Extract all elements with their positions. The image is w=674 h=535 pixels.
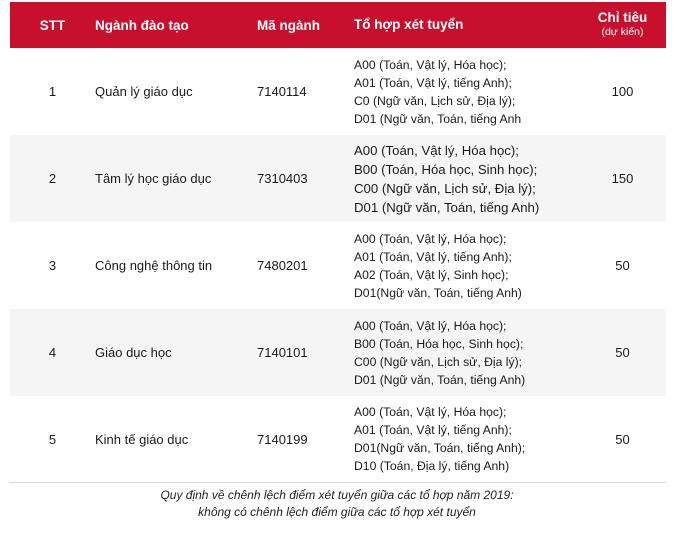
cell-code: 7140199	[257, 431, 308, 447]
footnote	[0, 487, 674, 521]
cell-code: 7310403	[257, 171, 308, 186]
cell-code: 7480201	[257, 258, 308, 273]
cell-code: 7140101	[257, 345, 308, 360]
combo-line: A01 (Toán, Vật lý, tiếng Anh);	[354, 75, 512, 90]
header-quota-label: Chỉ tiêu	[597, 10, 648, 25]
combo-line: A00 (Toán, Vật lý, Hóa học);	[354, 231, 507, 246]
header-stt: STT	[39, 17, 66, 33]
combo-line: A01 (Toán, Vật lý, tiếng Anh);	[354, 249, 512, 264]
combo-line: B00 (Toán, Hóa học, Sinh học);	[354, 161, 538, 177]
cell-quota: 100	[611, 84, 634, 99]
footnote-line: không có chênh lệch điểm giữa các tổ hợp xét tuyển	[198, 505, 476, 519]
combo-line: D01(Ngữ văn, Toán, tiếng Anh);	[354, 441, 526, 455]
combo-line: A00 (Toán, Vật lý, Hóa học);	[354, 57, 507, 72]
footnote-line: Quy định về chênh lệch điểm xét tuyển giữa các tổ hợp năm 2019:	[160, 488, 514, 502]
header-code: Mã ngành	[257, 17, 320, 33]
table-row	[10, 135, 666, 222]
table-row	[10, 396, 666, 482]
combo-line: D01 (Ngữ văn, Toán, tiếng Anh)	[354, 372, 526, 387]
cell-combos	[354, 141, 579, 217]
cell-stt: 1	[48, 84, 57, 99]
combo-line: D01(Ngữ văn, Toán, tiếng Anh)	[354, 285, 522, 300]
combo-line: C0 (Ngữ văn, Lịch sử, Địa lý);	[354, 93, 516, 108]
cell-combos	[354, 403, 579, 475]
header-combos: Tổ hợp xét tuyển	[354, 17, 464, 32]
cell-major: Kinh tế giáo dục	[95, 431, 189, 447]
combo-line: D01 (Ngữ văn, Toán, tiếng Anh)	[354, 199, 540, 215]
cell-major: Công nghệ thông tin	[95, 258, 213, 273]
admission-table	[10, 2, 666, 483]
cell-quota: 50	[615, 431, 630, 447]
cell-major: Giáo dục học	[95, 345, 172, 360]
table-row	[10, 48, 666, 135]
combo-line: D01 (Ngữ văn, Toán, tiếng Anh	[354, 111, 522, 126]
cell-stt: 3	[48, 258, 57, 273]
combo-line: A00 (Toán, Vật lý, Hóa học);	[354, 405, 507, 419]
cell-stt: 2	[48, 171, 57, 186]
table-row	[10, 222, 666, 309]
cell-combos	[354, 230, 579, 302]
combo-line: D10 (Toán, Địa lý, tiếng Anh)	[354, 459, 510, 473]
cell-stt: 4	[48, 345, 57, 360]
combo-line: C00 (Ngữ văn, Lịch sử, Địa lý);	[354, 180, 536, 196]
combo-line: C00 (Ngữ văn, Lịch sử, Địa lý);	[354, 354, 523, 369]
cell-combos	[354, 56, 579, 128]
cell-combos	[354, 317, 579, 389]
header-quota	[579, 10, 666, 40]
cell-quota: 150	[611, 171, 634, 186]
combo-line: A02 (Toán, Vật lý, Sinh học);	[354, 267, 509, 282]
cell-stt: 5	[48, 431, 57, 447]
cell-quota: 50	[615, 345, 630, 360]
cell-major: Tâm lý học giáo dục	[95, 171, 212, 186]
combo-line: A01 (Toán, Vật lý, tiếng Anh);	[354, 423, 512, 437]
cell-code: 7140114	[257, 84, 307, 99]
header-quota-sub: (dự kiến)	[601, 26, 644, 38]
combo-line: B00 (Toán, Hóa học, Sinh học);	[354, 336, 524, 351]
combo-line: A00 (Toán, Vật lý, Hóa học);	[354, 142, 519, 158]
table-header	[10, 2, 666, 48]
cell-major: Quản lý giáo dục	[95, 84, 193, 99]
combo-line: A00 (Toán, Vật lý, Hóa học);	[354, 318, 507, 333]
cell-quota: 50	[615, 258, 630, 273]
header-major: Ngành đào tạo	[95, 17, 189, 33]
table-row	[10, 309, 666, 396]
